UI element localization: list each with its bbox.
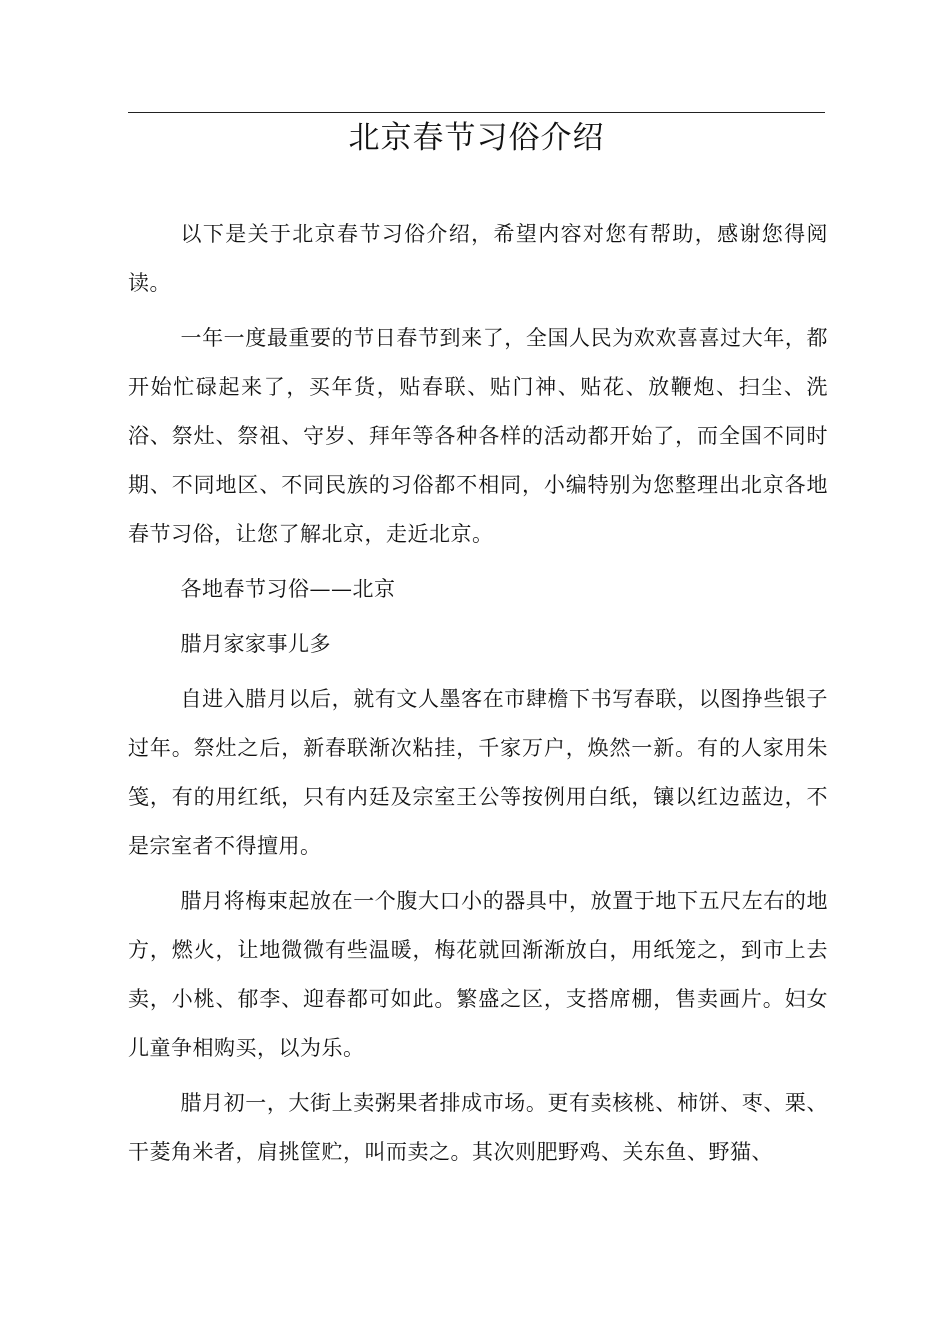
paragraph-spring-couplets: 自进入腊月以后，就有文人墨客在市肆檐下书写春联，以图挣些银子过年。祭灶之后，新春联渐次粘挂，千家万户，焕然一新。有的人家用朱笺，有的用红纸，只有内廷及宗室王公等按例用白纸，镶以红边蓝边，不是宗室者不得擅用。 <box>128 687 828 858</box>
paragraph-overview: 一年一度最重要的节日春节到来了，全国人民为欢欢喜喜过大年，都开始忙碌起来了，买年货，贴春联、贴门神、贴花、放鞭炮、扫尘、洗浴、祭灶、祭祖、守岁、拜年等各种各样的活动都开始了，而全国不同时期、不同地区、不同民族的习俗都不相同，小编特别为您整理出北京各地春节习俗，让您了解北京，走近北京。 <box>128 326 828 546</box>
document-title: 北京春节习俗介绍 <box>348 120 605 156</box>
section-heading-beijing: 各地春节习俗——北京 <box>180 577 396 601</box>
header-rule <box>128 112 825 113</box>
paragraph-plum-blossoms: 腊月将梅束起放在一个腹大口小的器具中，放置于地下五尺左右的地方，燃火，让地微微有些温暖，梅花就回渐渐放白，用纸笼之，到市上去卖，小桃、郁李、迎春都可如此。繁盛之区，支搭席棚，售卖画片。妇女儿童争相购买，以为乐。 <box>128 889 828 1060</box>
paragraph-intro: 以下是关于北京春节习俗介绍，希望内容对您有帮助，感谢您得阅读。 <box>128 222 828 295</box>
document-body <box>128 210 828 1183</box>
paragraph-market: 腊月初一，大街上卖粥果者排成市场。更有卖核桃、柿饼、枣、栗、干菱角米者，肩挑筐贮，叫而卖之。其次则肥野鸡、关东鱼、野猫、 <box>128 1091 828 1164</box>
subsection-heading-layue: 腊月家家事儿多 <box>180 632 331 656</box>
